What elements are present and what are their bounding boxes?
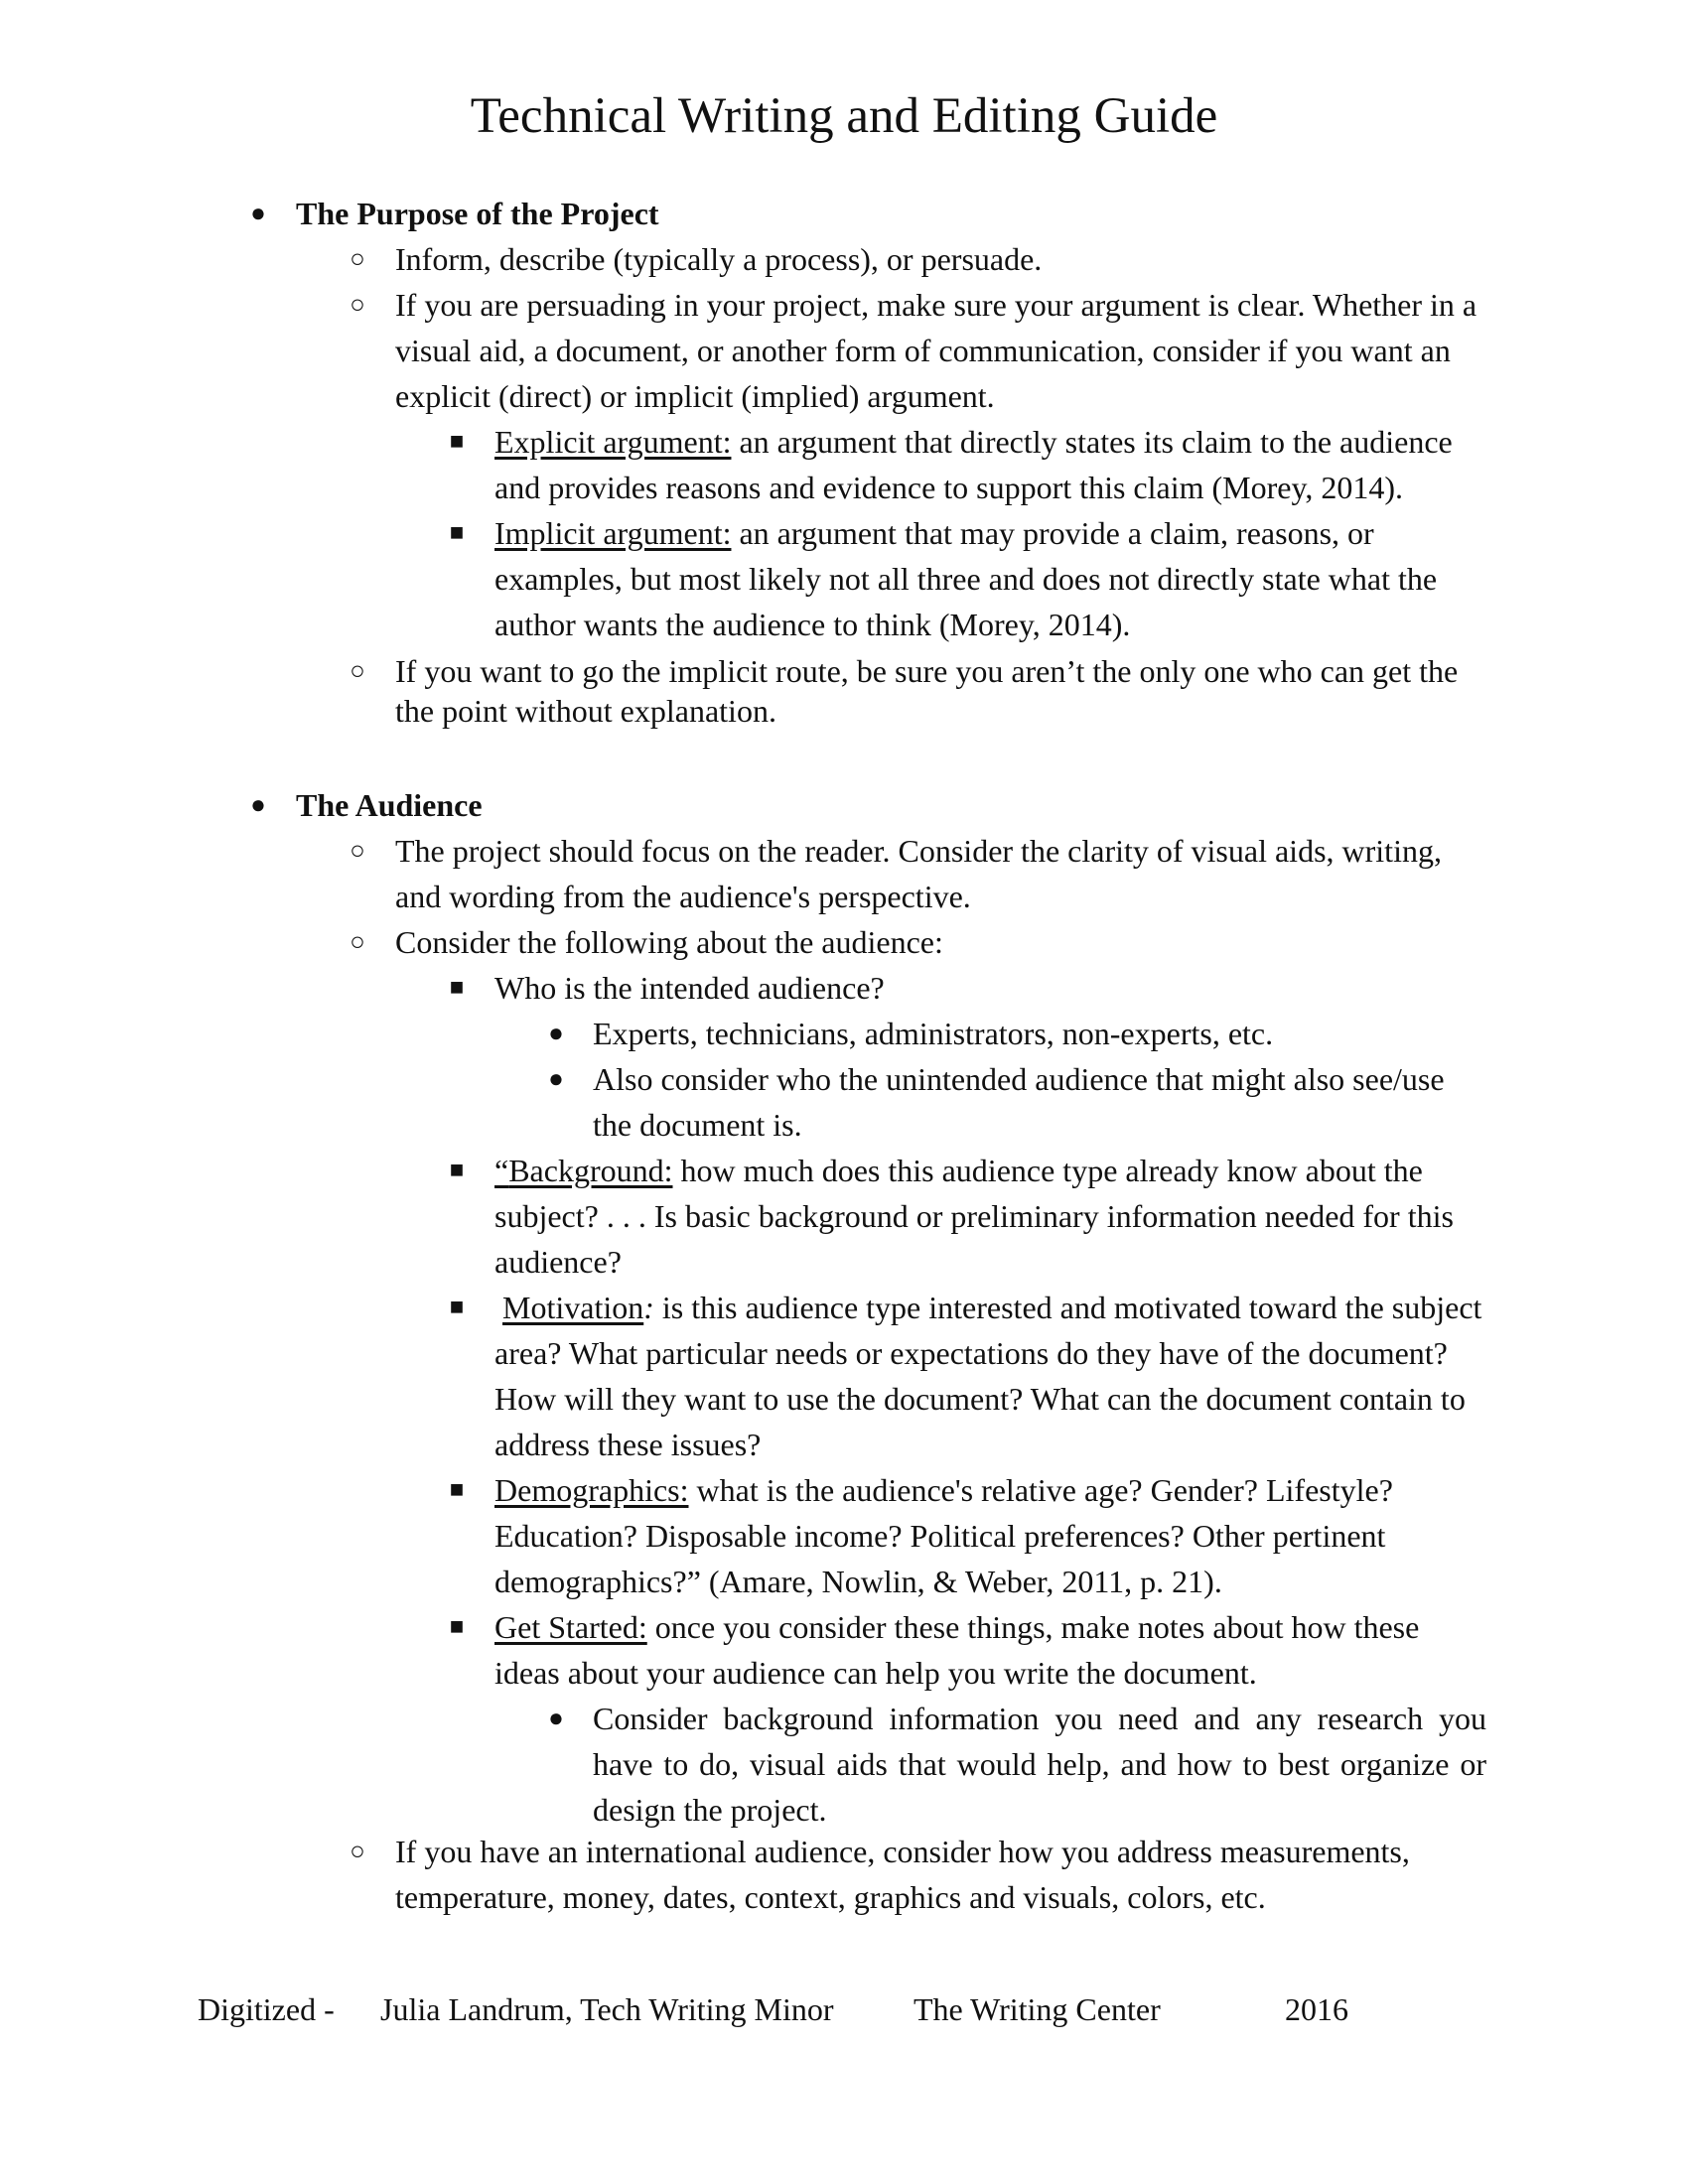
footer-author: Julia Landrum, Tech Writing Minor: [380, 1991, 834, 2027]
bullet-icon: ●: [548, 1064, 564, 1093]
audience-who-unintended-text: Also consider who the unintended audience that might also see/use the document is.: [593, 1061, 1445, 1143]
bullet-icon: ●: [250, 790, 266, 819]
get-started-definition: once you consider these things, make notes about how these ideas about your audience can help you write the document.: [494, 1609, 1420, 1691]
list-item: [0, 1056, 1486, 1148]
page-title: Technical Writing and Editing Guide: [470, 88, 1218, 144]
implicit-argument-definition: an argument that may provide a claim, reasons, or examples, but most likely not all three and does not directly state what the author wants the audience to think (Morey, 2014).: [494, 515, 1438, 642]
background-open-quote: “: [494, 1153, 509, 1188]
demographics-definition: what is the audience's relative age? Gender? Lifestyle? Education? Disposable income? Political preferences? Other pertinent demographics?” (Amare, Nowlin, & Weber, 2011, p. 21).: [494, 1472, 1393, 1599]
circle-bullet-icon: ○: [350, 290, 365, 319]
purpose-persuading-text: If you are persuading in your project, make sure your argument is clear. Whether in a visual aid, a document, or another form of communication, consider if you want an explicit (direct) or implicit (implied) argument.: [395, 287, 1477, 414]
square-bullet-icon: ■: [449, 1158, 465, 1183]
background-definition: how much does this audience type already know about the subject? . . . Is basic background or preliminary information needed for this audience?: [494, 1153, 1454, 1280]
list-item: [0, 1285, 1487, 1467]
section-heading-audience-text: The Audience: [296, 787, 483, 823]
circle-bullet-icon: ○: [350, 836, 365, 865]
demographics-term: Demographics:: [494, 1472, 689, 1508]
audience-who-experts-text: Experts, technicians, administrators, non-experts, etc.: [593, 1016, 1274, 1051]
list-item: [0, 282, 1487, 419]
get-started-sub-text: Consider background information you need and any research you have to do, visual aids that would help, and how to best organize or design the project.: [593, 1701, 1486, 1828]
square-bullet-icon: ■: [449, 520, 465, 546]
audience-who-text: Who is the intended audience?: [494, 970, 885, 1006]
bullet-icon: ●: [548, 1019, 564, 1047]
list-item: [0, 1467, 1487, 1604]
list-item: [0, 965, 1487, 1011]
list-item: [0, 651, 1487, 731]
footer-digitized: Digitized -: [198, 1991, 335, 2027]
purpose-implicit-route-text: If you want to go the implicit route, be sure you aren’t the only one who can get the the point without explanation.: [395, 653, 1459, 729]
square-bullet-icon: ■: [449, 1295, 465, 1320]
square-bullet-icon: ■: [449, 1477, 465, 1503]
purpose-inform-text: Inform, describe (typically a process), or persuade.: [395, 241, 1043, 277]
square-bullet-icon: ■: [449, 975, 465, 1001]
motivation-colon: :: [643, 1290, 654, 1325]
circle-bullet-icon: ○: [350, 244, 365, 273]
section-heading-purpose-text: The Purpose of the Project: [296, 196, 659, 231]
list-item: [0, 510, 1487, 647]
list-item: [0, 1604, 1487, 1696]
list-item: [0, 419, 1487, 510]
bullet-icon: ●: [548, 1704, 564, 1732]
get-started-term: Get Started:: [494, 1609, 647, 1645]
background-term: [494, 1153, 673, 1188]
list-item: [0, 919, 1487, 965]
document-body: [0, 191, 1688, 1920]
circle-bullet-icon: ○: [350, 927, 365, 956]
audience-international-text: If you have an international audience, consider how you address measurements, temperature, money, dates, context, graphics and visuals, colors, etc.: [395, 1834, 1410, 1915]
list-item: [0, 1148, 1487, 1285]
implicit-argument-term: Implicit argument:: [494, 515, 732, 551]
square-bullet-icon: ■: [449, 429, 465, 455]
square-bullet-icon: ■: [449, 1614, 465, 1640]
list-item: [0, 236, 1487, 282]
circle-bullet-icon: ○: [350, 1837, 365, 1865]
circle-bullet-icon: ○: [350, 656, 365, 685]
list-item: [0, 1696, 1486, 1833]
section-heading-purpose: [0, 191, 1438, 236]
explicit-argument-term: Explicit argument:: [494, 424, 732, 460]
list-item: [0, 1829, 1487, 1920]
motivation-definition: is this audience type interested and motivated toward the subject area? What particular needs or expectations do they have of the document? How will they want to use the document? What can the document contain to address these issues?: [494, 1290, 1482, 1462]
section-heading-audience: [0, 782, 1438, 828]
footer-center: The Writing Center: [914, 1991, 1161, 2027]
explicit-argument-definition: an argument that directly states its claim to the audience and provides reasons and evidence to support this claim (Morey, 2014).: [494, 424, 1453, 505]
list-item: [0, 1011, 1486, 1056]
background-term-text: Background:: [508, 1153, 673, 1188]
audience-focus-text: The project should focus on the reader. Consider the clarity of visual aids, writing, and wording from the audience's perspective.: [395, 833, 1442, 914]
page-footer: [0, 1987, 1688, 2031]
bullet-icon: ●: [250, 199, 266, 227]
audience-consider-text: Consider the following about the audience:: [395, 924, 943, 960]
footer-year: 2016: [1285, 1991, 1348, 2027]
list-item: [0, 828, 1487, 919]
motivation-term: Motivation: [502, 1290, 644, 1325]
